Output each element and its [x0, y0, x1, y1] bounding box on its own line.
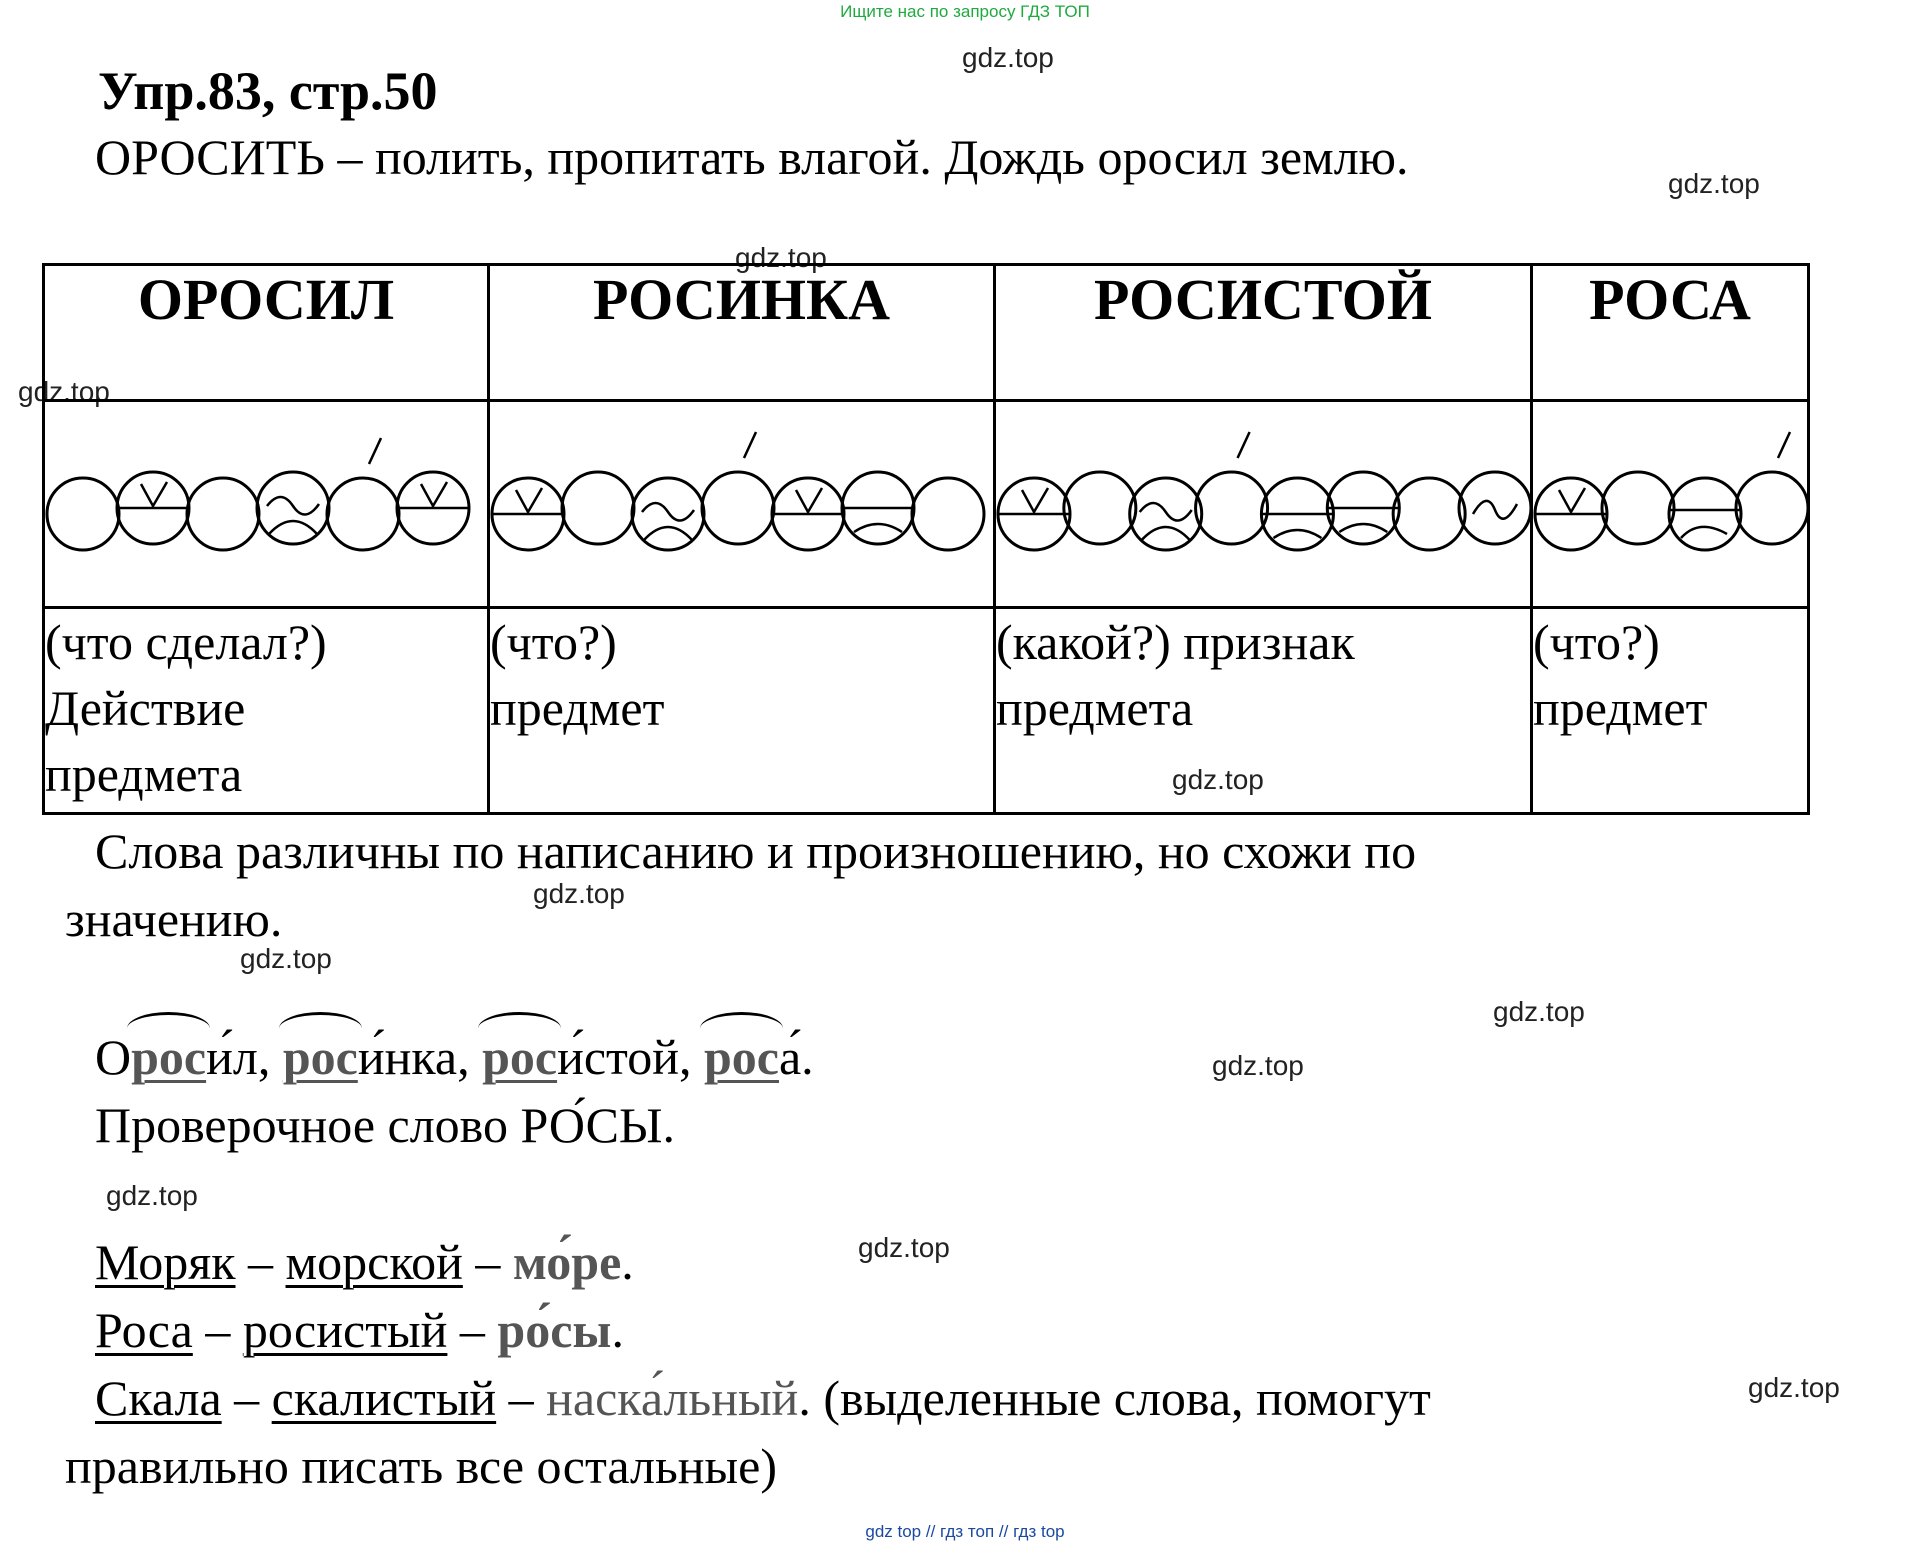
word-part: и́л, [206, 1029, 283, 1085]
morpheme-circle-prefix [117, 472, 189, 544]
morpheme-circle-root [1130, 478, 1202, 550]
morpheme-circle-suffix [397, 472, 469, 544]
question-text: (что сделал?) [45, 614, 327, 670]
dash: – [462, 1234, 513, 1290]
morpheme-scheme [1533, 402, 1810, 606]
root-highlight: рос [131, 1029, 207, 1085]
description-text: предмет [1533, 680, 1708, 736]
morpheme-circle-root [257, 472, 329, 544]
word: скалистый [271, 1370, 497, 1426]
description-cell [44, 608, 489, 814]
top-banner: Ищите нас по запросу ГДЗ ТОП [840, 2, 1090, 21]
watermark: gdz.top [533, 878, 625, 909]
roots-line [95, 1028, 814, 1086]
root-highlight: рос [703, 1029, 779, 1085]
word-family-row [95, 1301, 624, 1359]
morpheme-circle-empty [562, 472, 634, 544]
morpheme-circle-empty [912, 478, 984, 550]
footer-separator: // [994, 1522, 1014, 1541]
description-cell [1532, 608, 1809, 814]
morpheme-circle-empty [1393, 478, 1465, 550]
dash: – [221, 1370, 272, 1426]
watermark: gdz.top [18, 376, 110, 407]
footer-links [0, 1522, 1930, 1542]
word-part: и́стой, [557, 1029, 704, 1085]
word-part: а́. [778, 1029, 814, 1085]
morpheme-circle-empty-stress [327, 438, 399, 550]
watermark: gdz.top [1172, 764, 1264, 795]
description-text: предмета [996, 680, 1194, 736]
description-text: предмет [490, 680, 665, 736]
header-word: РОСИСТОЙ [1094, 267, 1432, 332]
definition-text: ОРОСИТЬ – полить, пропитать влагой. Дождь оросил землю. [95, 129, 1409, 185]
morpheme-circle-empty-stress [1196, 432, 1268, 544]
root-highlight: рос [282, 1029, 358, 1085]
morpheme-circle-empty [1602, 472, 1674, 544]
word: росистый [242, 1302, 448, 1358]
watermark: gdz.top [962, 42, 1054, 73]
word-family-row-continuation: правильно писать все остальные) [65, 1438, 777, 1494]
check-word: наска́льный [546, 1370, 799, 1426]
root-highlight: рос [482, 1029, 558, 1085]
header-cell [489, 265, 995, 401]
watermark: gdz.top [106, 1180, 198, 1211]
watermark: gdz.top [735, 242, 827, 273]
word: морской [285, 1234, 463, 1290]
check-word-line: Проверочное слово РО́СЫ. [95, 1097, 676, 1153]
watermark: gdz.top [1493, 996, 1585, 1027]
morpheme-circle-ending [1261, 478, 1333, 550]
morpheme-circle-empty [1064, 472, 1136, 544]
morpheme-circle-ending [1327, 472, 1399, 544]
word-family-row [95, 1369, 1431, 1427]
dash: – [496, 1370, 547, 1426]
word: Скала [95, 1370, 222, 1426]
morpheme-circle-root-ending [1669, 478, 1741, 550]
morpheme-circle-empty-stress [702, 432, 774, 544]
morpheme-circle-empty-stress [1736, 432, 1808, 544]
check-word: ро́сы [497, 1302, 612, 1358]
word-family-row [95, 1233, 634, 1291]
header-cell [995, 265, 1532, 401]
watermark: gdz.top [1212, 1050, 1304, 1081]
question-text: (что?) [490, 614, 617, 670]
row-end: . [621, 1234, 634, 1290]
description-text: предмета [45, 746, 243, 802]
conclusion-line: значению. [65, 891, 283, 947]
morpheme-circle-prefix [1535, 478, 1607, 550]
scheme-cell [44, 401, 489, 608]
word-part: О [95, 1029, 132, 1085]
morpheme-circle-suffix [772, 478, 844, 550]
header-cell [1532, 265, 1809, 401]
header-word: РОСИНКА [593, 267, 890, 332]
footer-link[interactable]: gdz top [865, 1522, 922, 1541]
morpheme-circle-root [632, 478, 704, 550]
question-text: (что?) [1533, 614, 1660, 670]
check-word: мо́ре [512, 1234, 622, 1290]
word-part: и́нка, [357, 1029, 483, 1085]
watermark: gdz.top [1668, 168, 1760, 199]
morpheme-circle-suffix-root [1459, 472, 1531, 544]
description-text: Действие [45, 680, 246, 736]
exercise-title: Упр.83, стр.50 [98, 61, 438, 121]
morpheme-scheme [490, 402, 996, 606]
word: Моряк [95, 1234, 236, 1290]
scheme-cell [1532, 401, 1809, 608]
word-analysis-table [42, 263, 1810, 815]
morpheme-circle-empty [187, 478, 259, 550]
morpheme-scheme [996, 402, 1533, 606]
footer-separator: // [921, 1522, 941, 1541]
row-end: . [611, 1302, 624, 1358]
morpheme-circle-empty [47, 478, 119, 550]
scheme-cell [995, 401, 1532, 608]
dash: – [447, 1302, 498, 1358]
dash: – [235, 1234, 286, 1290]
morpheme-circle-ending [842, 472, 914, 544]
morpheme-circle-prefix [492, 478, 564, 550]
watermark: gdz.top [858, 1232, 950, 1263]
word: Роса [95, 1302, 193, 1358]
watermark: gdz.top [1748, 1372, 1840, 1403]
morpheme-circle-prefix [998, 478, 1070, 550]
conclusion-line: Слова различны по написанию и произношению, но схожи по [95, 823, 1417, 879]
scheme-cell [489, 401, 995, 608]
header-cell [44, 265, 489, 401]
footer-link[interactable]: гдз top [1013, 1522, 1065, 1541]
dash: – [192, 1302, 243, 1358]
footer-link[interactable]: гдз топ [940, 1522, 995, 1541]
header-word: РОСА [1589, 267, 1751, 332]
morpheme-scheme [45, 402, 490, 606]
question-text: (какой?) признак [996, 614, 1355, 670]
watermark: gdz.top [240, 943, 332, 974]
description-cell [489, 608, 995, 814]
header-word: ОРОСИЛ [137, 267, 395, 332]
row-end: . (выделенные слова, помогут [798, 1370, 1431, 1426]
